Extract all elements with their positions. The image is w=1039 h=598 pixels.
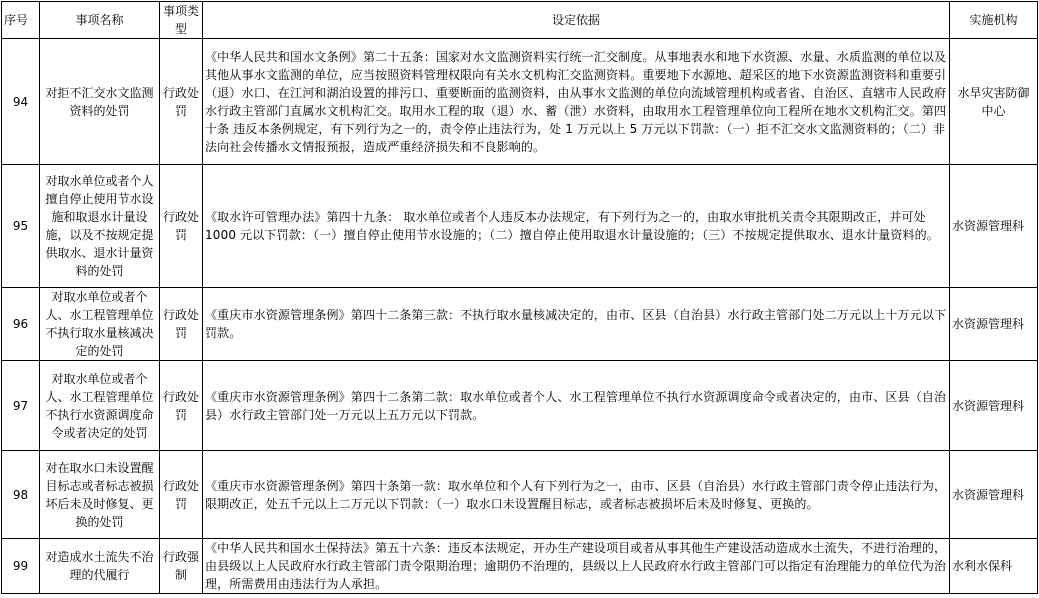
row-item-type: 行政强制 — [160, 539, 203, 594]
row-legal-basis: 《取水许可管理办法》第四十九条： 取水单位或者个人违反本办法规定，有下列行为之一的，由取水审批机关责令其限期改正，并可处 1000 元以下罚款：（一）擅自停止使用节水设施的；（二）擅自停止使用取退水计量设施的；（三）不按规定提供取水、退水计量资料的。 — [203, 165, 950, 288]
row-seq: 96 — [2, 288, 40, 361]
row-implementing-agency: 水利水保科 — [950, 539, 1038, 594]
header-implementing-agency: 实施机构 — [950, 2, 1038, 39]
row-item-type: 行政处罚 — [160, 451, 203, 539]
row-seq: 95 — [2, 165, 40, 288]
row-legal-basis: 《重庆市水资源管理条例》第四十二条第三款：不执行取水量核减决定的，由市、区县（自治县）水行政主管部门处二万元以上十万元以下罚款。 — [203, 288, 950, 361]
row-item-name: 对取水单位或者个人、水工程管理单位不执行水资源调度命令或者决定的处罚 — [40, 361, 160, 451]
header-seq: 序号 — [2, 2, 40, 39]
row-item-name: 对在取水口未设置醒目标志或者标志被损坏后未及时修复、更换的处罚 — [40, 451, 160, 539]
row-item-name: 对拒不汇交水文监测资料的处罚 — [40, 39, 160, 165]
row-legal-basis: 《中华人民共和国水文条例》第二十五条：国家对水文监测资料实行统一汇交制度。从事地表水和地下水资源、水量、水质监测的单位以及其他从事水文监测的单位，应当按照资料管理权限向有关水文机构汇交监测资料。重要地下水源地、超采区的地下水资源监测资料和重要引（退）水口、在江河和湖泊设置的排污口、重要断面的监测资料，由从事水文监测的单位向流域管理机构或者省、自治区、直辖市人民政府水行政主管部门直属水文机构汇交。取用水工程的取（退）水、蓄（泄）水资料，由取用水工程管理单位向工程所在地水文机构汇交。第四十条 违反本条例规定，有下列行为之一的，责令停止违法行为，处 1 万元以上 5 万元以下罚款：（一）拒不汇交水文监测资料的；（二）非法向社会传播水文情报预报，造成严重经济损失和不良影响的。 — [203, 39, 950, 165]
row-item-type: 行政处罚 — [160, 165, 203, 288]
row-implementing-agency: 水资源管理科 — [950, 165, 1038, 288]
header-item-name: 事项名称 — [40, 2, 160, 39]
row-legal-basis: 《重庆市水资源管理条例》第四十二条第二款：取水单位或者个人、水工程管理单位不执行水资源调度命令或者决定的，由市、区县（自治县）水行政主管部门处一万元以上五万元以下罚款。 — [203, 361, 950, 451]
table-row — [2, 288, 1038, 361]
table-row — [2, 451, 1038, 539]
row-item-type: 行政处罚 — [160, 361, 203, 451]
row-item-name: 对造成水土流失不治理的代履行 — [40, 539, 160, 594]
header-item-type: 事项类型 — [160, 2, 203, 39]
table-row — [2, 361, 1038, 451]
table-row — [2, 39, 1038, 165]
row-item-name: 对取水单位或者个人、水工程管理单位不执行取水量核减决定的处罚 — [40, 288, 160, 361]
row-implementing-agency: 水资源管理科 — [950, 451, 1038, 539]
row-implementing-agency: 水旱灾害防御中心 — [950, 39, 1038, 165]
row-seq: 98 — [2, 451, 40, 539]
row-seq: 94 — [2, 39, 40, 165]
row-seq: 97 — [2, 361, 40, 451]
enforcement-items-table — [1, 1, 1038, 594]
row-item-type: 行政处罚 — [160, 288, 203, 361]
row-item-name: 对取水单位或者个人擅自停止使用节水设施和取退水计量设施，以及不按规定提供取水、退水计量资料的处罚 — [40, 165, 160, 288]
row-implementing-agency: 水资源管理科 — [950, 361, 1038, 451]
table-row — [2, 539, 1038, 594]
row-item-type: 行政处罚 — [160, 39, 203, 165]
header-legal-basis: 设定依据 — [203, 2, 950, 39]
row-seq: 99 — [2, 539, 40, 594]
row-legal-basis: 《重庆市水资源管理条例》第四十条第一款：取水单位和个人有下列行为之一，由市、区县（自治县）水行政主管部门责令停止违法行为，限期改正，处五千元以上二万元以下罚款：（一）取水口未设置醒目标志，或者标志被损坏后未及时修复、更换的。 — [203, 451, 950, 539]
table-header-row — [2, 2, 1038, 39]
table-row — [2, 165, 1038, 288]
row-implementing-agency: 水资源管理科 — [950, 288, 1038, 361]
row-legal-basis: 《中华人民共和国水土保持法》第五十六条：违反本法规定，开办生产建设项目或者从事其他生产建设活动造成水土流失，不进行治理的，由县级以上人民政府水行政主管部门责令限期治理；逾期仍不治理的，县级以上人民政府水行政主管部门可以指定有治理能力的单位代为治理，所需费用由违法行为人承担。 — [203, 539, 950, 594]
